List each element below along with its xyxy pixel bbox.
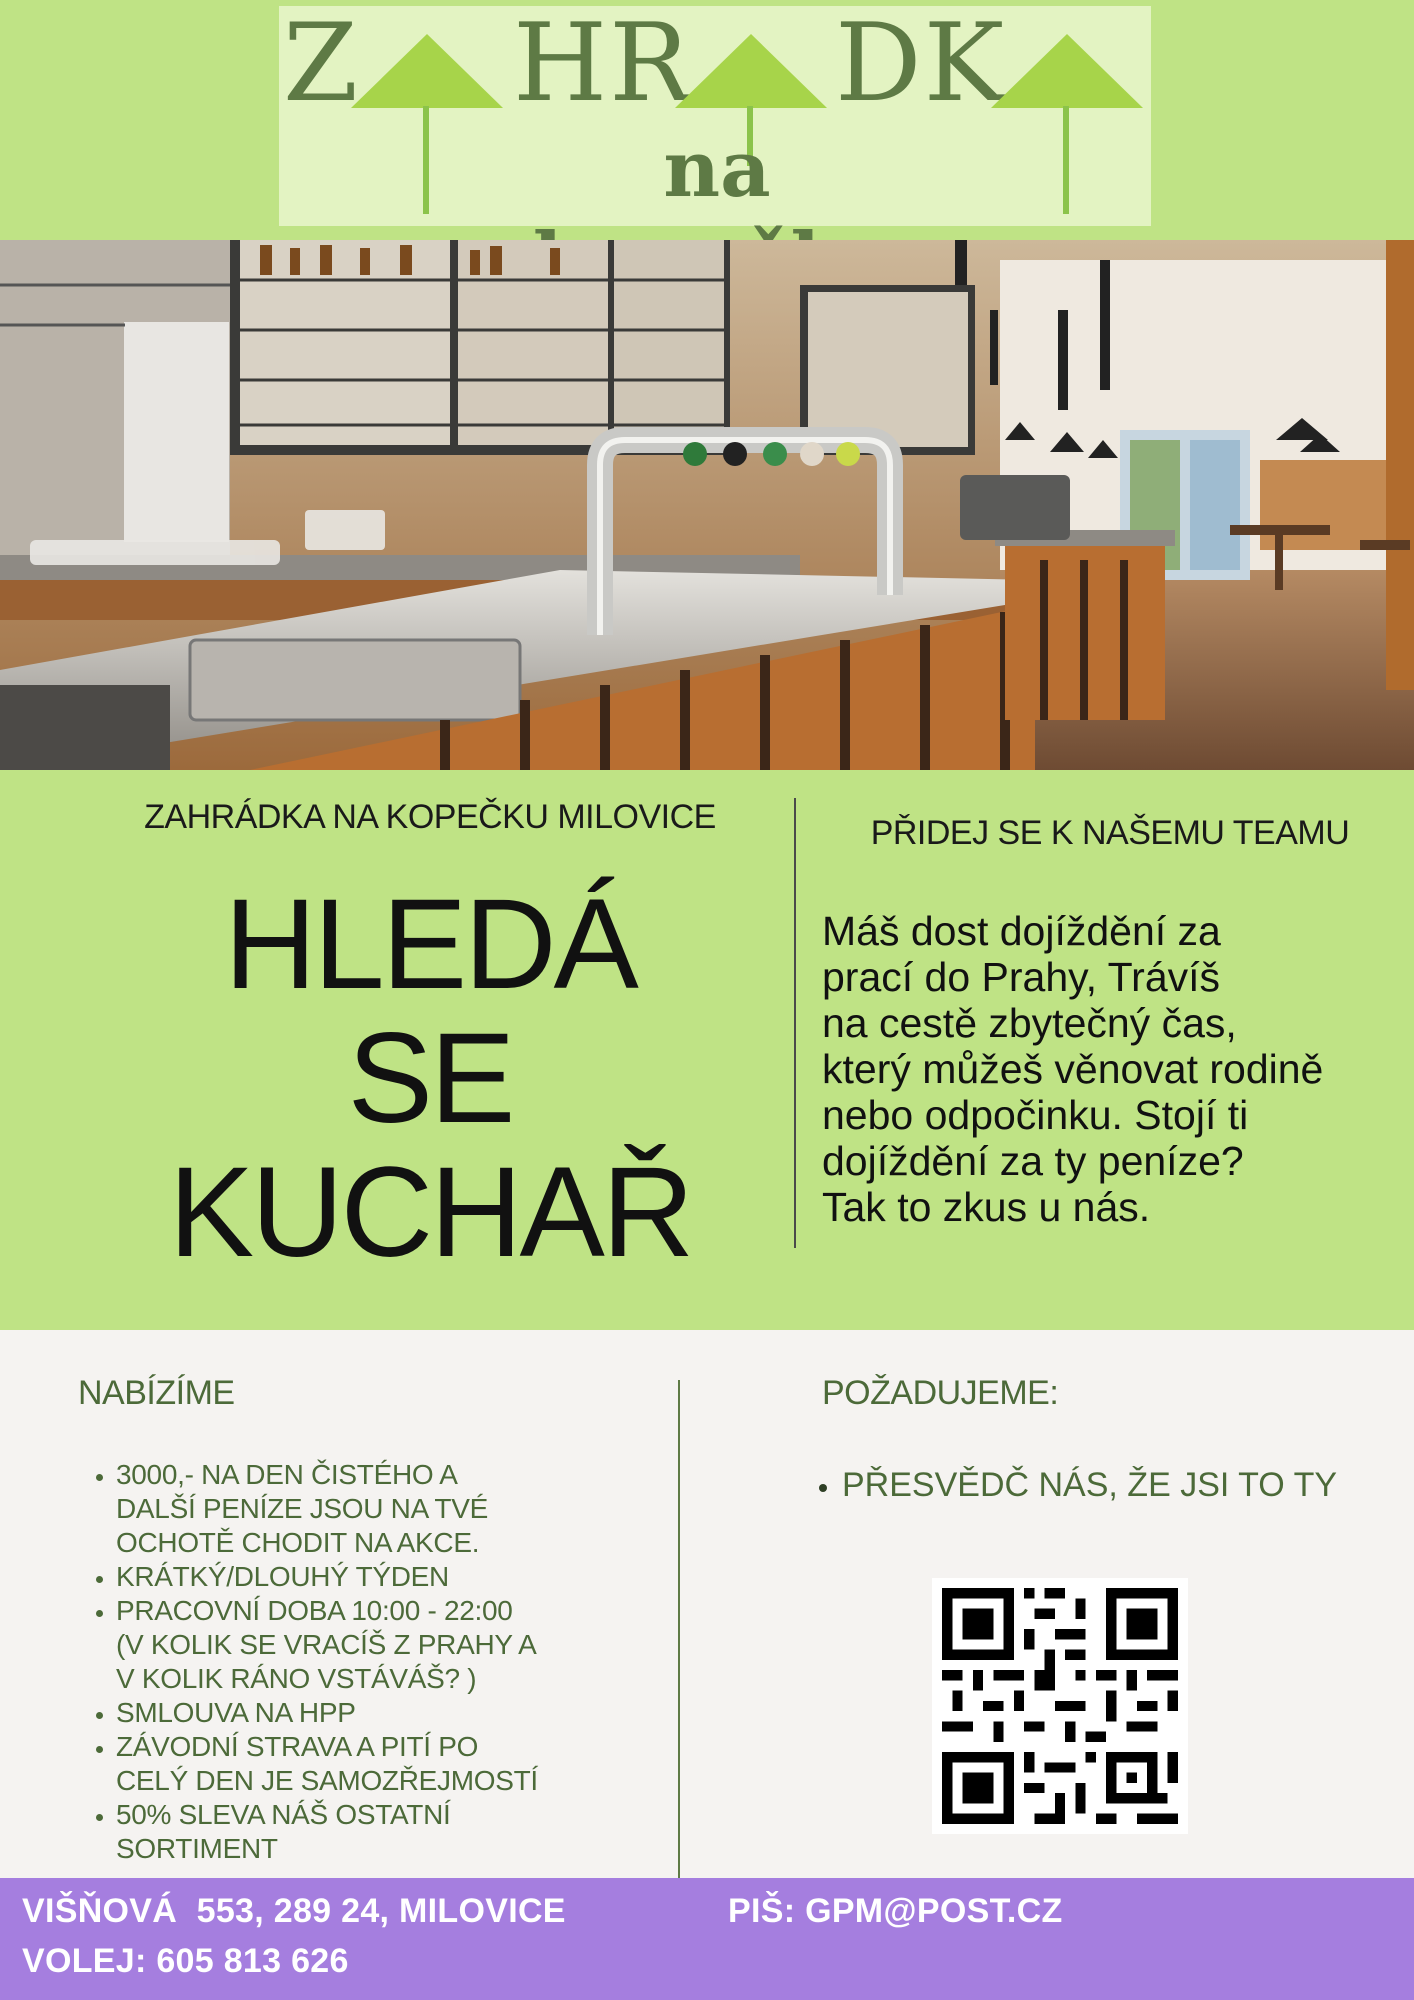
bar-interior-image [0, 240, 1414, 770]
logo-letters-hr: HR [513, 1, 693, 126]
email-link[interactable]: PIŠ: GPM@POST.CZ [728, 1892, 1063, 1930]
logo-subtitle: na [663, 124, 771, 215]
logo [279, 1, 1151, 226]
divider [678, 1380, 680, 1880]
list-item: • SMLOUVA NA HPP [116, 1696, 676, 1730]
list-item: • PŘESVĚDČ NÁS, ŽE JSI TO TY [842, 1464, 1362, 1506]
list-item: • PRACOVNÍ DOBA 10:00 - 22:00 (V KOLIK SE VRACÍŠ Z PRAHY A V KOLIK RÁNO VSTÁVÁŠ? ) [116, 1594, 676, 1696]
requirements-title: POŽADUJEME: [822, 1374, 1059, 1412]
headline-line: SE [347, 1007, 513, 1150]
umbrella-icon [987, 26, 1147, 216]
logo-letter-z: Z [283, 1, 361, 126]
phone-link[interactable]: VOLEJ: 605 813 626 [22, 1942, 349, 1980]
offers-title: NABÍZÍME [78, 1374, 235, 1412]
offers-list [78, 1458, 676, 1866]
offers-section [0, 1330, 1414, 1878]
hero-section [0, 770, 1414, 1330]
company-name: ZAHRÁDKA NA KOPEČKU MILOVICE [144, 798, 716, 836]
logo-letters-dk: DK [835, 1, 1007, 126]
list-item: • ZÁVODNÍ STRAVA A PITÍ PO CELÝ DEN JE SAMOZŘEJMOSTÍ [116, 1730, 676, 1798]
qr-code-icon[interactable] [932, 1578, 1188, 1834]
list-item: • 50% SLEVA NÁŠ OSTATNÍ SORTIMENT [116, 1798, 676, 1866]
address: VIŠŇOVÁ 553, 289 24, MILOVICE [22, 1892, 566, 1930]
headline-line: KUCHAŘ [168, 1141, 692, 1284]
list-item: • KRÁTKÝ/DLOUHÝ TÝDEN [116, 1560, 676, 1594]
headline [80, 873, 780, 1284]
list-item: • 3000,- NA DEN ČISTÉHO A DALŠÍ PENÍZE JSOU NA TVÉ OCHOTĚ CHODIT NA AKCE. [116, 1458, 676, 1560]
divider [794, 798, 796, 1248]
join-title: PŘIDEJ SE K NAŠEMU TEAMU [870, 814, 1350, 852]
intro-paragraph: Máš dost dojíždění za prací do Prahy, Trávíš na cestě zbytečný čas, který můžeš věnovat rodině nebo odpočinku. Stojí ti dojíždění za ty peníze? Tak to zkus u nás. [822, 908, 1324, 1230]
requirements-list [800, 1464, 1362, 1506]
footer [0, 1878, 1414, 2000]
header [0, 0, 1414, 240]
headline-line: HLEDÁ [224, 873, 636, 1016]
